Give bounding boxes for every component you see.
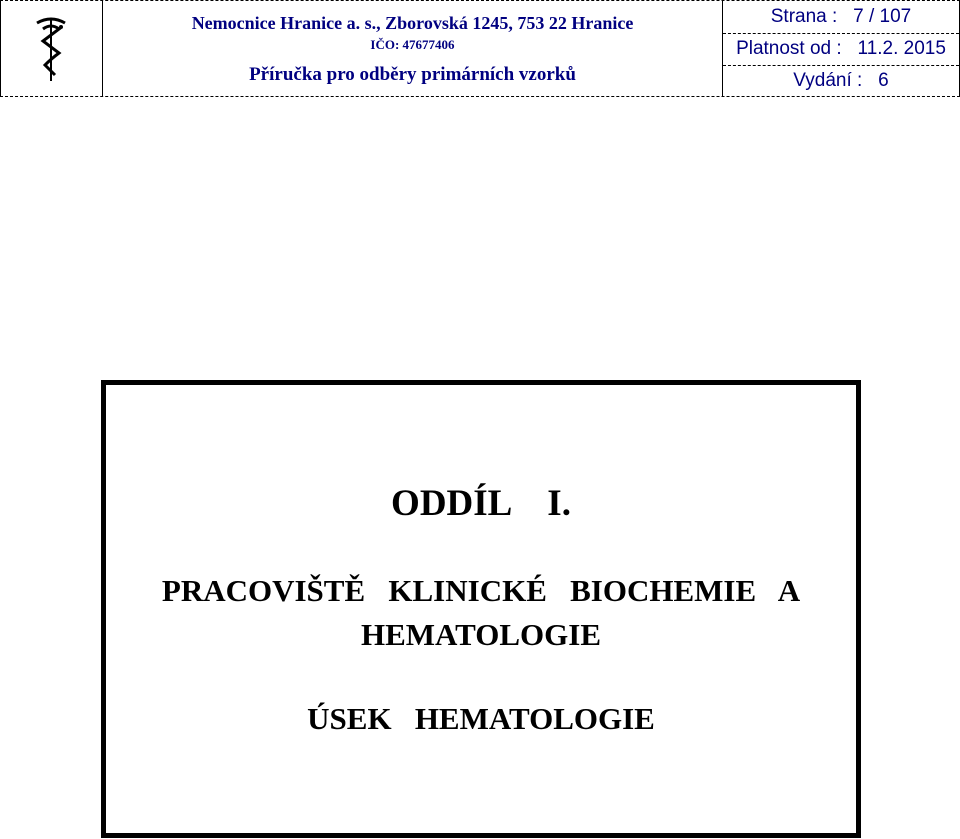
logo-cell	[0, 1, 103, 97]
edition-value: 6	[878, 70, 889, 91]
header-meta	[723, 1, 960, 97]
page-value: 7 / 107	[853, 6, 912, 27]
page-header	[0, 0, 960, 97]
company-id: IČO: 47677406	[370, 37, 455, 52]
department-line-1: PRACOVIŠTĚ KLINICKÉ BIOCHEMIE A	[161, 573, 801, 608]
caduceus-icon	[31, 13, 71, 83]
edition-row	[723, 65, 959, 97]
edition-label: Vydání :	[793, 70, 863, 91]
validity-row	[723, 33, 959, 66]
document-title: Příručka pro odběry primárních vzorků	[249, 64, 576, 85]
header-center	[103, 1, 723, 97]
organization-name: Nemocnice Hranice a. s., Zborovská 1245, 753 22 Hranice	[191, 13, 634, 33]
section-box	[101, 380, 861, 838]
department-line-2: HEMATOLOGIE	[360, 617, 601, 652]
page-label: Strana :	[770, 6, 838, 27]
validity-value: 11.2. 2015	[857, 38, 946, 59]
unit-name: ÚSEK HEMATOLOGIE	[307, 701, 655, 736]
page-number-row	[723, 1, 959, 34]
section-title: ODDÍL I.	[391, 483, 571, 524]
validity-label: Platnost od :	[736, 38, 842, 59]
